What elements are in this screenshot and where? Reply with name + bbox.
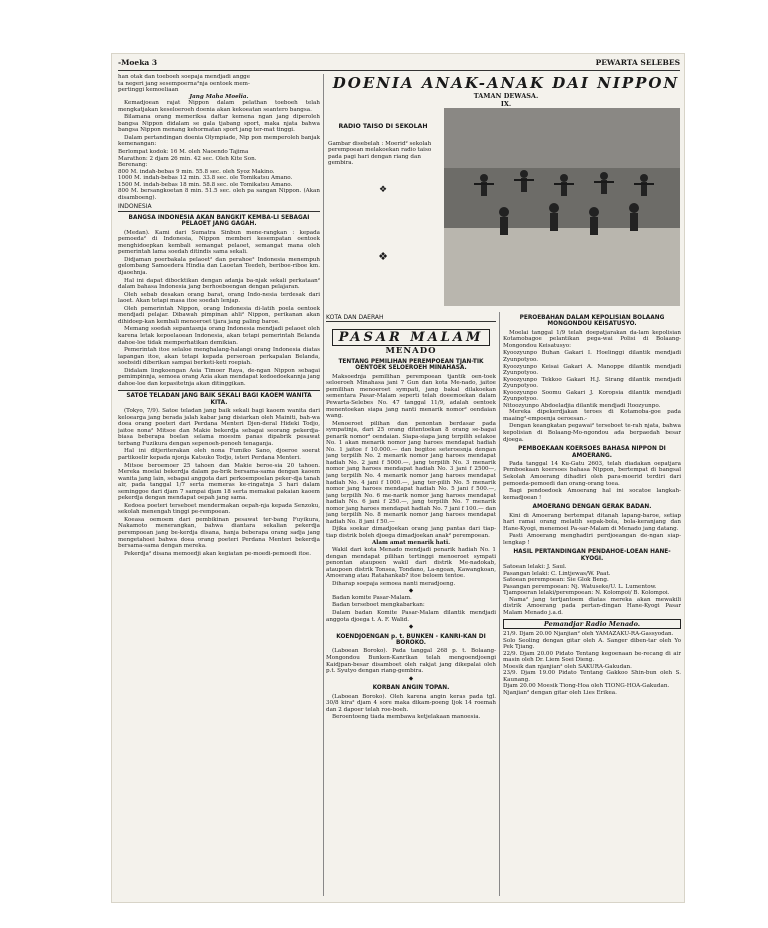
paragraph: Kini di Amoerang bertempat ditanah lapang-baroe, setiap hari ramai orang melatih sepak-bola, bola-keranjang dan Hane-Kyogi, menemoei Pa-sar-Malam di Menado jang datang. [503,512,681,532]
pasar-title: PASAR MALAM [332,329,491,346]
headline-peroebahan: PEROEBAHAN DALAM KEPOLISIAN BOLAANG MONGONDOU KEISATUSYO. [519,315,665,328]
paragraph: (Medan). Kami dari Sumatra Sinbun mene-rangkan : kepada pemoeda² di Indonesia, Nippon memberi kesempatan oentoek menghidoepkan kembali semangat pelaoet, semangat mana oleh pemerintah lama soedah ditindis sama sekali. [118,229,320,256]
text-line: pertinggi kemoeliaan [118,87,179,94]
paragraph: Mitsoe beroemoer 25 tahoen dan Makie beroe-sia 20 tahoen. Mereka moelai bekerdja dalam pa-brik bersama-sama dengan kaoem wanita jang lain, sebagai anggota dari perkoempoelan peker-dja tanah air, pada tanggal 1/7 serta memeras ke-ringatnja 3 hari dalam seminggoe dari djam 7 sampai djam 18 serta memakai pakaian kaoem pekerdja dengan mendapat oepah jang sama. [118,462,320,502]
separator-icon: ◆ [408,675,414,682]
newspaper-name: PEWARTA SELEBES [595,58,680,67]
header-rule [118,70,680,71]
paragraph: Djika soekar dimadjoekan orang jang pantas dari tiap-tiap distrik boleh djoega dimadjoekan anak² perempoean. [326,526,496,539]
page-number: -Moeka 3 [118,58,158,67]
headline-korban: KORBAN ANGIN TOPAN. [372,685,450,692]
list-item: Nitoozyunpo Abdoeladjia dilantik mendjadi Itoozyunpo. [503,402,661,409]
paragraph: Diharap soepaja semoea nanti meradjoeng. [332,580,456,587]
result-line: 800 M. bersangkoetan 8 min. 51.5 sec. oleh pa sangan Nippon. (Akan disamboeng). [118,188,320,201]
list-item: Kyoozyunpo Soomu Gakari J. Koropsia dilantik mendjadi Zyunpotyoo. [503,389,681,403]
paragraph: Didalam lingkoengan Asia Timoer Raya, de-ngan Nippon sebagai pemimpinnja, semoea orang Azia akan mendapat kedoedoekannja jang dahoe-loe dan kepasitetnja akan ditinggikan. [118,367,320,387]
separator-icon: ◆ [408,588,414,595]
section-label-kota: KOTA DAN DAERAH [326,314,496,322]
pasar-malam-header [326,326,496,356]
paragraph: Pekerdja² disana memoedji akan kegiatan pe-moedi-pemoedi itoe. [124,550,311,557]
schedule-line: 21/9. Djam 20.00 Njanjian² oleh YAMAZAKU-RA-Gassyodan. [503,631,674,638]
feature-banner [330,74,682,108]
ornament-icon: ❖ [378,249,388,263]
paragraph: Badan terseboet mengkabarkan: [332,602,425,609]
paragraph: (Tokyo, 7/9). Satoe teladan jang baik sekali bagi kaoem wanita dari keloearga jang berada jalah kabar jang disiarkan oleh Mainiti, bah-wa doea orang poeteri dari Perdana Menteri Djen-deral Hideki Todjo, jaitoe nona² Mitsoe dan Makie bekerdja sebagai seorang pekerdja-biasa beberapa boelan selama moesim panas dipabrik pesawat terbang Fuzikura dengan sepenoeh-penoeh tenaganja. [118,408,320,447]
schedule-line: 23/9. Djam 19.00 Pidato Tentang Gakkoo Shin-bun oleh S. Kaunang. [503,670,681,683]
column-divider [323,74,324,896]
headline-koendjoengan: KOENDJOENGAN p. t. BUNKEN - KANRI-KAN DI BOROKO. [336,633,486,646]
radio-taiso-title: RADIO TAISO DI SEKOLAH [338,123,428,130]
paragraph: Dalam badan Komite Pasar-Malam dilantik mendjadi anggota djoega t. A. F. Walid. [326,609,496,623]
paragraph: (Laboean Boroko). Pada tanggal 268 p. t. Bolaang-Mongondou Bunken-Kanrikan telah mengoendjoengi Kaidjpan-besar disamboet oleh rakjat jang dikepalai oleh p.t. Syutyo dengan riang-gembira. [326,648,496,675]
page-header [118,58,680,70]
column-right [503,312,681,896]
pasar-subtitle: MENADO [385,346,437,356]
radio-taiso-caption: Gambar disebelah : Moerid² sekolah perempoean melakoekan radio taiso pada pagi hari dengan riang dan gembira. [328,140,432,167]
banner-subtitle: TAMAN DEWASA. [473,92,539,100]
result-line: Pasangan lelaki: C. Lintjewas/W. Paat. [503,570,611,577]
schedule-line: Solo Seoling dengan gitar oleh A. Sanger diben-tar oleh Yo Pek Tjiang. [503,637,681,651]
paragraph: Beroentoeng tiada membawa ketjelakaan manoesia. [332,714,481,721]
radio-schedule-heading: Pemandjar Radio Menado. [503,619,681,630]
photo-radio-taiso [444,108,680,306]
schedule-line: Njanjian² dengan gitar oleh Lies Erikea. [503,690,617,696]
paragraph: Hal ini dapat dibocktikan dengan adanja ba-njak sekali perkataan² dalam bahasa Indonesia jang berhoeboengan dengan pelajaran. [118,277,320,291]
list-item: Kyoozyunpo Keisai Gakari A. Manoppe dilantik mendjadi Zyunpotyoo. [503,363,681,377]
column-left [118,74,320,896]
paragraph: Wakil dari kota Menado mendjadi penarik hadiah No. 1 dengan mendapat pilihan tertinggi menoeroet sympati penontan ataupoen wakil dari distrik Me-nadokab, ataupoen distrik Tonsea, Tondano, La-ngoan, Kawangkoan, Amoerang atau Ratahankab? itoe beloem tentoe. [326,547,496,580]
headline-satoe-teladan: SATOE TELADAN JANG BAIK SEKALI BAGI KAOEM WANITA KITA. [118,390,320,406]
paragraph: Kemadjoean rajat Nippon dalam pelathan toeboeh telah mengkatjakan keseloeroeh doenia akan kekoeatan seantero bangsa. [118,100,320,113]
result-line: Satoean perempoean: Sie Glok Beng. [503,577,609,584]
paragraph: Bilamana orang memeriksa daftar kemena ngan jang diperoleh bangsa Nippon didalam se gala tjabang sport, maka njata bahwa bangsa Nippon menang kehormatan sport jang ter-mat tinggi. [118,114,320,134]
result-line: Tjampoeran lelaki/perempoean: N. Kolompoi/ B. Kolompoi. [503,590,670,597]
paragraph: Mereka dipekerdjakan teroes di Kotamoba-goe pada maaing²-empoenja oeroesan.- [503,409,681,422]
headline-pemilihan: TENTANG PEMILIHAN PEREMPOEAN TJAN-TIK OENTOEK SELOEROEH MINAHASA. [338,359,484,372]
paragraph: Pada tanggal 14 Ku-Gatu 2603, telah diadakan oepatjara Pemboekaan koersoes bahasa Nippon, bertempat di bangsal Sekolah Amoerang dihadiri oleh para-moerid terdiri dari pemoeda-pemoedi dan orang-orang toea. [503,460,681,487]
paragraph: Dengan keangkatan pegawai² terseboet te-rah njata, bahwa kepolisian di Bolaang-Mo-ngondou ada berpaedah besar djoega. [503,423,681,443]
paragraph: Koeasa oemoem dari pembikinan pesawat ter-bang Fuyikura, Nakamoto menerangkan, bahwa diantara sekalian pekerdja perempoean jang be-kerdja disana, hanja beberapa orang sadja jang mengetahoei bahwa doea orang poeteri Perdana Menteri bekerdja bersama-sama dengan mereka. [118,516,320,550]
schedule-line: 22/9. Djam 20.00 Pidato Tentang kegoenaan be-recang di air masin oleh Dr. Liem Soei Dieng. [503,650,681,664]
text-line: han otak dan toeboeh soepaja mendjadi angge [118,74,251,80]
banner-title: DOENIA ANAK-ANAK DAI NIPPON [332,74,680,92]
paragraph: Oleh pemerintah Nippon, orang Indonesia di-latih poela oentoek mendjadi pelajar. Dibawah pimpinan ahli² Nippon, perikanan akan dihidoep-kan kembali menoeroet tjara jang paling baroe. [118,305,320,325]
result-line: Satoean lelaki: J. Saul. [503,564,567,571]
result-line: Marathon: 2 djam 26 min. 42 sec. Oleh Kite Son. [118,155,257,162]
list-item: Kyoozyunpo Buhan Gakari I. Hoelinggi dilantik mendjadi Zyunpotyoo. [503,350,681,363]
paragraph: Moelai tanggal 1/9 telah doepatjarakan da-lam kepolisian Kotamobagoe pelantikan pega-wai Polisi di Bolaang-Mongondou Keisatusyo: [503,329,681,349]
headline-amoerang: AMOERANG DENGAN GERAK BADAN. [532,504,652,511]
column-middle [326,356,496,896]
ornament-icon: ❖ [378,184,388,195]
paragraph: Didjaman poerbakala pelaoet² dan perahoe² Indonesia menempuh gelombang Samoedera Hindia dan Laoetan Teedeh, beriboe-riboe km. djaoehnja. [118,256,320,277]
banner-number: IX. [500,100,512,108]
paragraph: Nama² jang tertjantoem diatas mereka akan mewakili distrik Amoerang pada pertan-dingan Hane-Kyogi Pasar Malam Menado j.a.d. [503,596,681,616]
separator-icon: ◆ [408,624,414,631]
paragraph: Bagi pendoedoek Amoerang hal ini socatoe langkah-kemadjoean ! [503,488,681,501]
paragraph: Dalam pertandingan doenia Olympiade, Nip pon memperoleh banjak kemenangan: [118,134,320,148]
schedule-line: Djam 20.00 Moesik Tiong-Hoa oleh TIONG-HOA-Gakudan. [503,683,670,690]
section-label-indonesia: INDONESIA [118,204,320,212]
headline-pemboekaan: PEMBOEKAAN KOERSOES BAHASA NIPPON DI AMOERANG. [518,446,666,459]
paragraph: Memang soedah sepantasnja orang Indonesia mendjadi pelaoet oleh karena letak kepoelaoean Indonesia, akan tetapi pemerintah Belanda dahoe-loe tidak memperhatikan demikian. [118,326,320,346]
result-line: 1500 M. indah-bebas 18 min. 58.8 sec. ole Tomikatsu Amano. [118,181,293,188]
paragraph: Pasti Amoerang menghadiri perdjoeangan de-ngan siap-lengkap ! [503,533,681,546]
column-divider [499,312,500,896]
subheading: Jang Maha Moelia. [189,93,249,100]
paragraph: Badan komite Pasar-Malam. [332,594,412,601]
result-line: 1000 M. indah-bebas 12 min. 33.8 sec. ole Tomikatsu Amano. [118,175,293,182]
list-item: Kyoozyunpo Tekkoo Gakari H.J. Sirang dilantik mendjadi Zyunpotyoo. [503,376,681,390]
radio-taiso-box [328,123,438,263]
paragraph: Maksoednja pemilihan perempoean tjantik oen-toek seloeroeh Minahasa jani 7 Gun dan kota Me-nado, jaitoe pemilihan menoeroet sympati, jang bakal dilakoekan sementara Pasar-Malam seperti telah doeemoekan dalam Pewarta-Selebes No. 47 tanggal 11/9, adalah oentoek menentoekan siapa jang nanti menarik nomor² oendaian wang. [326,373,496,420]
result-line: Berlompat kodok: 16 M. oleh Naoendo Tajima [118,149,249,156]
headline-bangsa: BANGSA INDONESIA AKAN BANGKIT KEMBA-LI SEBAGAI PELAOET JANG GAGAH. [128,214,310,228]
paragraph: Oleh sebab desakan orang barat, orang Indo-nesia terdesak dari laoet. Akan tetapi masa itoe soedah lenjap. [118,291,320,305]
paragraph: Kedoea poeteri terseboet mendermakan oepah-nja kepada Senzoku, sekolah menengah tinggi pe-rempoean. [118,502,320,516]
result-line: Pasangan perempoean: Nj. Watuseke/U. L. Lumentow. [503,583,657,590]
text-line: ta negeri jang sesempoerna²nja oentoek mem- [118,80,250,87]
paragraph: Hal ini ditjeriterakan oleh nona Fumiko Sano, djoeroe soerat partikoelir kepada njonja Katsuko Todjo, isteri Perdana Menteri. [118,448,320,461]
paragraph: Pemerintah itoe selaloe menghalang-halangi orang Indonesia diatas lapangan itoe, akan tetapi kepada perseroan perkapalan Belanda, soebsidi diberikan sampai berketi-keti roepiah. [118,347,320,367]
paragraph: Menoeroet pilihan dan penontan berdasar pada sympatinja, dari 25 orang ditentoekan 8 orang se-bagai penarik nomor² oendaian. Siapa-siapa jang terpilih selakoe No. 1 akan menarik nomor jang haroes mendapat hadiah No. 1 jaitoe f 10.000.— dan begitoe seteroesnja dengan jang terpilih No. 2 menarik nomor jang haroes mendapat hadiah No. 2 jani f 5000.—, jang terpilih No. 3 menarik nomor jang haroes mendapat hadiah No. 3 jani f 2500—, jang terpilih No. 4 menarik nomor jang haroes mendapat hadiah No. 4 jani f 1000.—, jang ter-pilih No. 5 menarik nomor jang haroes mendapat hadiah No. 5 jani f 500.—, jang terpilih No. 6 me-narik nomor jang haroes mendapat hadiah No. 6 jani f 250.—, jang terpilih No. 7 menarik nomor jang haroes mendapat hadiah No. 7 jani f 100.— dan jang terpilih No. 8 menarik nomor jang haroes mendapat hadiah No. 8 jani f 50.— [326,420,496,525]
headline-hasil: HASIL PERTANDINGAN PENDAHOE-LOEAN HANE-KYOGI. [513,549,671,562]
paragraph: (Laboean Boroko). Oleh karena angin keras pada tgl. 30/8 kira² djam 4 sore maka dikam-poeng Ijok 14 roemah dan 2 dapoer telah roe-boeh. [326,693,496,713]
result-line: Berenang: [118,162,148,169]
schedule-line: Moesik dan njanjian² oleh SAKURA-Gakudan. [503,663,632,670]
subheading: Alam amat menarik hati. [371,540,451,547]
result-line: 800 M. indah-bebas 9 min. 55.8 sec. oleh Syoz Makino. [118,168,275,175]
